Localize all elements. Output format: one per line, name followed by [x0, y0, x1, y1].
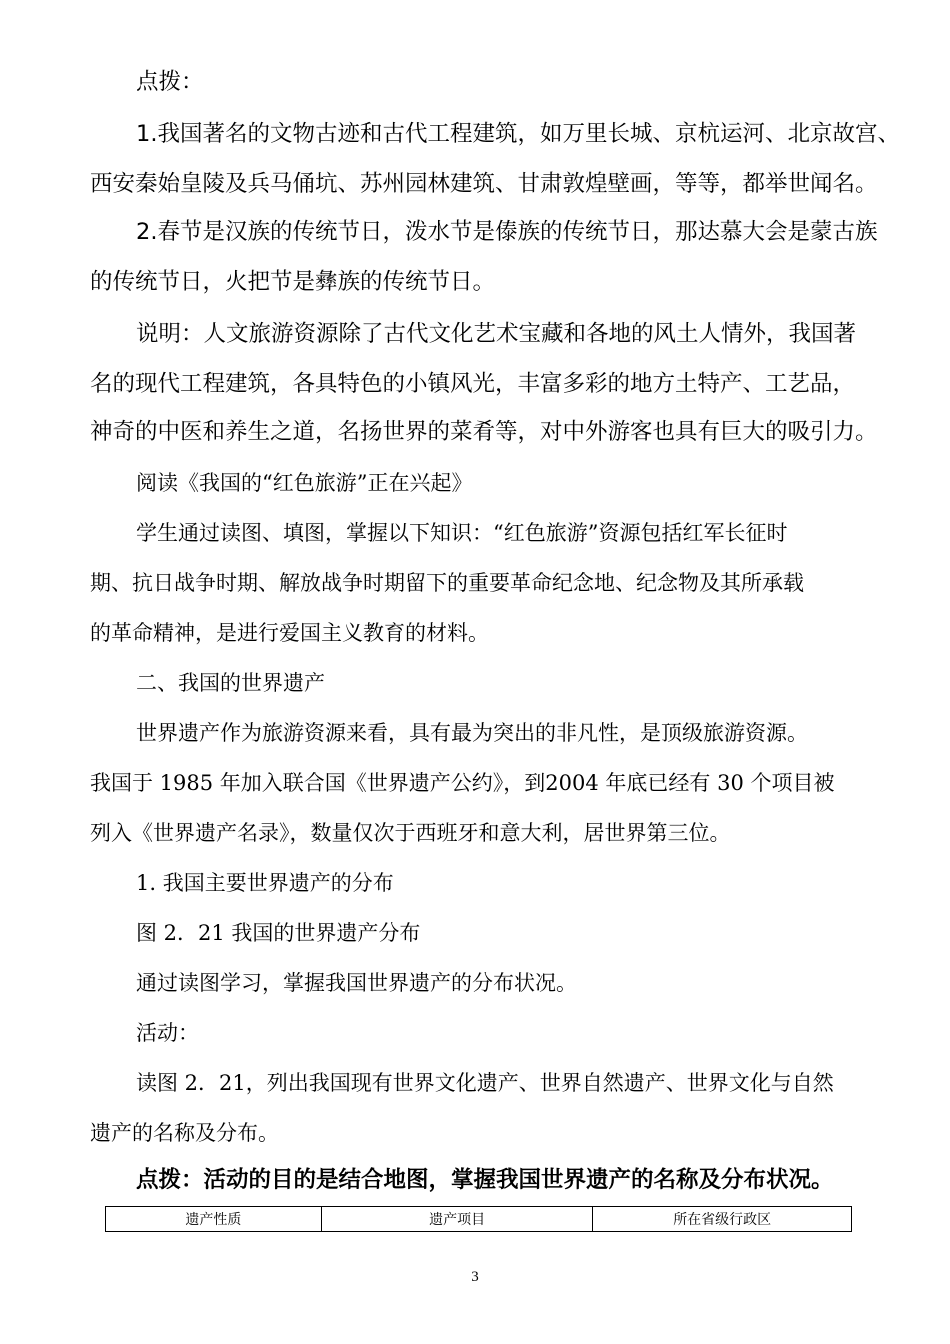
- dianbo-item-1-line-2: 西安秦始皇陵及兵马俑坑、苏州园林建筑、甘肃敦煌壁画，等等，都举世闻名。: [90, 171, 878, 197]
- dianbo-item-1-line-1: 1.我国著名的文物古迹和古代工程建筑，如万里长城、京杭运河、北京故宫、: [136, 121, 900, 147]
- red-tourism-line-1: 学生通过读图、填图，掌握以下知识：“红色旅游”资源包括红军长征时: [136, 521, 788, 545]
- dianbo-item-2-line-1: 2.春节是汉族的传统节日，泼水节是傣族的传统节日，那达慕大会是蒙古族: [136, 219, 878, 245]
- shuoming-line-3: 神奇的中医和养生之道，名扬世界的菜肴等，对中外游客也具有巨大的吸引力。: [90, 419, 878, 445]
- activity-line-1: 读图 2．21，列出我国现有世界文化遗产、世界自然遗产、世界文化与自然: [136, 1071, 834, 1095]
- heritage-paragraph-line-1: 世界遗产作为旅游资源来看，具有最为突出的非凡性，是顶级旅游资源。: [136, 721, 808, 745]
- table-header-cell: 遗产项目: [321, 1207, 593, 1232]
- activity-heading: 活动：: [136, 1021, 199, 1045]
- heritage-table: [105, 1206, 852, 1232]
- reading-title: 阅读《我国的“红色旅游”正在兴起》: [136, 471, 473, 495]
- dianbo-heading: 点拨：: [136, 69, 204, 95]
- study-instruction: 通过读图学习，掌握我国世界遗产的分布状况。: [136, 971, 577, 995]
- heritage-paragraph-line-3: 列入《世界遗产名录》，数量仅次于西班牙和意大利，居世界第三位。: [90, 821, 731, 845]
- red-tourism-line-2: 期、抗日战争时期、解放战争时期留下的重要革命纪念地、纪念物及其所承载: [90, 571, 804, 595]
- section-heading-world-heritage: 二、我国的世界遗产: [136, 671, 325, 695]
- dianbo-item-2-line-2: 的传统节日，火把节是彝族的传统节日。: [90, 269, 496, 295]
- subsection-heading-distribution: 1. 我国主要世界遗产的分布: [136, 871, 394, 895]
- shuoming-line-1: 说明：人文旅游资源除了古代文化艺术宝藏和各地的风土人情外，我国著: [136, 321, 857, 347]
- heritage-paragraph-line-2: 我国于 1985 年加入联合国《世界遗产公约》，到2004 年底已经有 30 个项目被: [90, 771, 835, 795]
- table-header-cell: 所在省级行政区: [593, 1207, 852, 1232]
- shuoming-line-2: 名的现代工程建筑，各具特色的小镇风光，丰富多彩的地方土特产、工艺品，: [90, 371, 856, 397]
- table-header-cell: 遗产性质: [106, 1207, 322, 1232]
- table-header-row: [106, 1207, 852, 1232]
- red-tourism-line-3: 的革命精神，是进行爱国主义教育的材料。: [90, 621, 489, 645]
- activity-dianbo: 点拨：活动的目的是结合地图，掌握我国世界遗产的名称及分布状况。: [136, 1167, 834, 1193]
- page-number: 3: [471, 1269, 479, 1285]
- figure-caption: 图 2．21 我国的世界遗产分布: [136, 921, 421, 945]
- activity-line-2: 遗产的名称及分布。: [90, 1121, 279, 1145]
